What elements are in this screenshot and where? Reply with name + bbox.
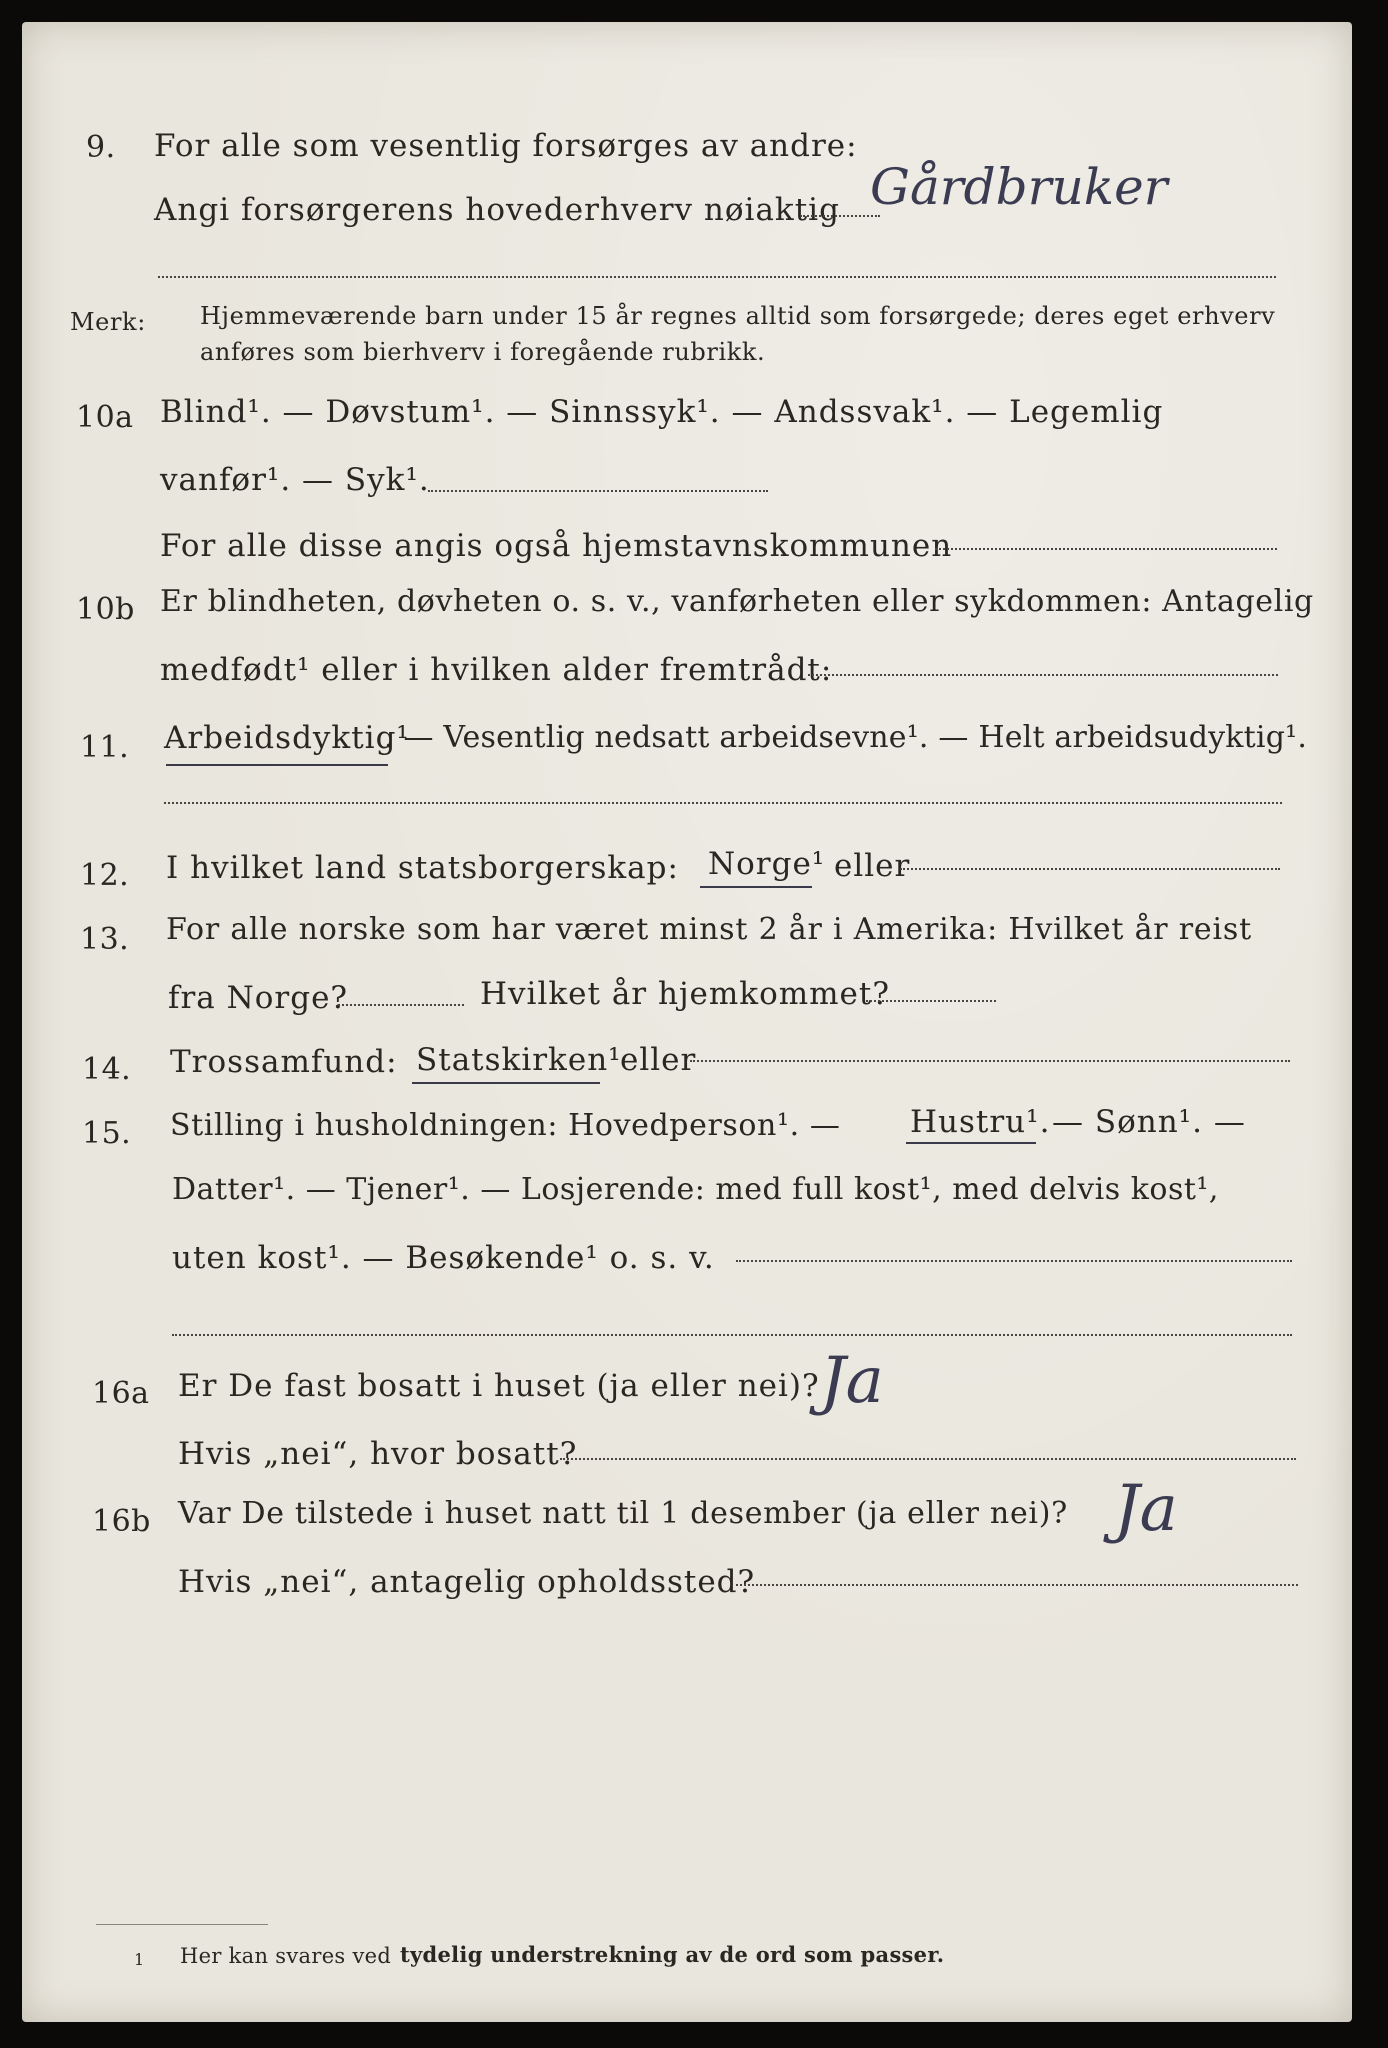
- q12-number: 12.: [80, 858, 130, 893]
- q16a-dotted-line: [560, 1458, 1296, 1460]
- q10a-text-line2: vanfør¹. — Syk¹.: [160, 462, 430, 498]
- q16b-text-line1: Var De tilstede i huset natt til 1 desember (ja eller nei)?: [178, 1496, 1068, 1531]
- q15-number: 15.: [82, 1116, 132, 1151]
- q16b-handwritten-answer: Ja: [1114, 1472, 1178, 1546]
- q13-text-line2b: Hvilket år hjemkommet?: [480, 976, 890, 1012]
- q11-number: 11.: [80, 730, 130, 765]
- q10b-dotted-line: [808, 674, 1278, 676]
- q13-number: 13.: [80, 922, 130, 957]
- q10a-text-line1: Blind¹. — Døvstum¹. — Sinnssyk¹. — Andssvak¹. — Legemlig: [160, 394, 1164, 430]
- q15-text-line1c: — Sønn¹. —: [1052, 1104, 1246, 1140]
- q11-blank-line: [164, 802, 1282, 804]
- q16a-number: 16a: [92, 1376, 150, 1411]
- q9-answer-dotted-line: [800, 215, 880, 217]
- q9-text-line2: Angi forsørgerens hovederhverv nøiaktig: [154, 192, 840, 228]
- footnote-text-b: tydelig understrekning av de ord som passer.: [400, 1942, 945, 1967]
- merk-label: Merk:: [70, 308, 146, 336]
- q14-text: Trossamfund:: [170, 1044, 398, 1080]
- q15-text-line3: uten kost¹. — Besøkende¹ o. s. v.: [172, 1240, 715, 1276]
- q16a-text-line1: Er De fast bosatt i huset (ja eller nei)?: [178, 1368, 820, 1404]
- q16a-text-line2: Hvis „nei“, hvor bosatt?: [178, 1436, 578, 1472]
- q15-dotted-line: [736, 1260, 1292, 1262]
- q9-blank-line: [158, 276, 1276, 278]
- q12-option-norge: Norge¹: [708, 846, 826, 882]
- q11-underline-mark: [166, 764, 388, 766]
- q10a-kommune-dotted-line: [935, 548, 1277, 550]
- merk-text-line1: Hjemmeværende barn under 15 år regnes alltid som forsørgede; deres eget erhverv: [200, 302, 1276, 330]
- q9-handwritten-answer: Gårdbruker: [870, 158, 1168, 216]
- q10b-text-line2: medfødt¹ eller i hvilken alder fremtrådt:: [160, 652, 833, 688]
- q12-text: I hvilket land statsborgerskap:: [166, 850, 679, 886]
- q14-option-statskirken: Statskirken¹: [416, 1042, 622, 1078]
- q11-text-rest: . — Vesentlig nedsatt arbeidsevne¹. — Helt arbeidsudyktig¹.: [384, 720, 1308, 755]
- q15-underline-mark: [906, 1142, 1036, 1144]
- q15-text-line1a: Stilling i husholdningen: Hovedperson¹. —: [170, 1108, 841, 1143]
- q12-underline-mark: [700, 886, 812, 888]
- q14-underline-mark: [412, 1082, 600, 1084]
- q13-text-line1: For alle norske som har været minst 2 år i Amerika: Hvilket år reist: [166, 912, 1252, 947]
- q15-option-hustru: Hustru¹.: [910, 1104, 1051, 1140]
- q10a-syk-dotted-line: [428, 490, 768, 492]
- q10b-text-line1: Er blindheten, døvheten o. s. v., vanførheten eller sykdommen: Antagelig: [160, 584, 1314, 619]
- merk-text-line2: anføres som bierhverv i foregående rubrikk.: [200, 338, 766, 366]
- q10a-text-line3: For alle disse angis også hjemstavnskommunen: [160, 528, 953, 564]
- q14-eller: eller: [620, 1042, 697, 1078]
- q16b-number: 16b: [92, 1504, 151, 1539]
- q10b-number: 10b: [76, 592, 135, 627]
- q11-option-arbeidsdyktig: Arbeidsdyktig¹: [164, 720, 410, 756]
- q15-text-line2: Datter¹. — Tjener¹. — Losjerende: med full kost¹, med delvis kost¹,: [172, 1172, 1219, 1207]
- q14-dotted-line: [690, 1060, 1290, 1062]
- q9-text-line1: For alle som vesentlig forsørges av andre:: [154, 128, 858, 164]
- q12-eller: eller: [834, 848, 911, 884]
- q14-number: 14.: [82, 1052, 132, 1087]
- q16a-handwritten-answer: Ja: [820, 1344, 884, 1418]
- q13-hjemkommet-dotted-line: [866, 1000, 996, 1002]
- q16b-dotted-line: [736, 1584, 1298, 1586]
- footnote-rule: [96, 1924, 268, 1925]
- q16b-text-line2: Hvis „nei“, antagelig opholdssted?: [178, 1564, 756, 1600]
- q9-number: 9.: [86, 130, 116, 165]
- q15-blank-line: [172, 1334, 1292, 1336]
- q13-text-line2a: fra Norge?: [168, 980, 349, 1016]
- footnote-mark: 1: [134, 1950, 145, 1969]
- q13-reist-dotted-line: [338, 1004, 464, 1006]
- q12-dotted-line: [900, 868, 1280, 870]
- q10a-number: 10a: [76, 400, 134, 435]
- footnote-text-a: Her kan svares ved: [180, 1944, 392, 1968]
